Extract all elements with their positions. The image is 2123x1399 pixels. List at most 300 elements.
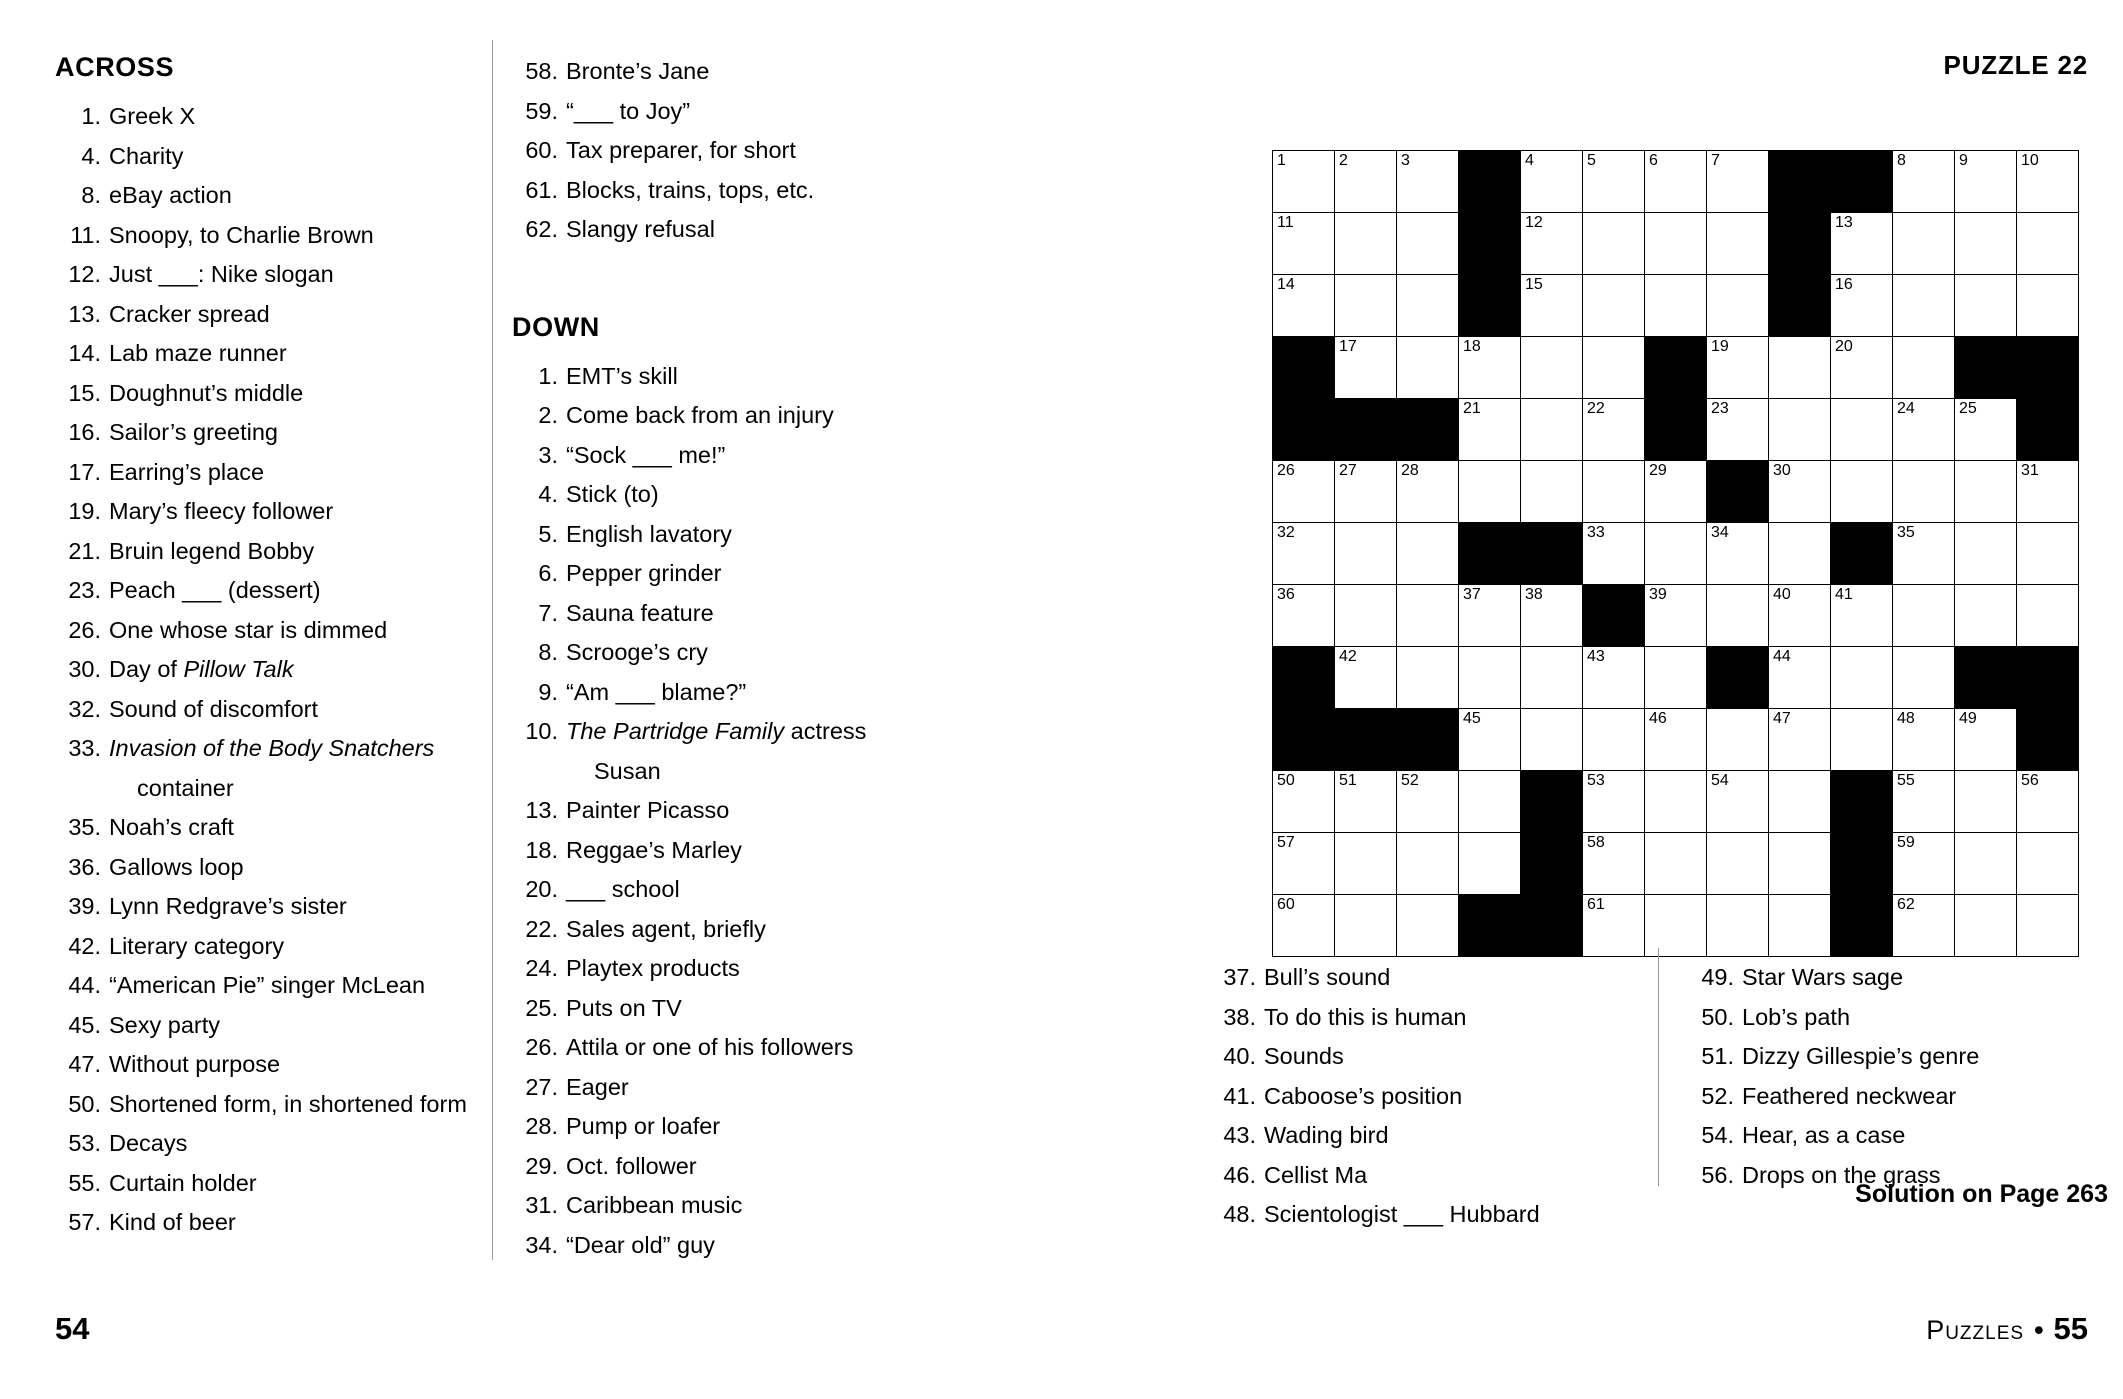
grid-cell[interactable] <box>1893 213 1955 275</box>
grid-cell[interactable] <box>1707 213 1769 275</box>
clue-text: Hear, as a case <box>1742 1122 1906 1148</box>
grid-cell[interactable] <box>1645 647 1707 709</box>
clue-item <box>55 887 475 927</box>
clue-number: 7. <box>538 599 558 626</box>
grid-cell-block <box>1459 523 1521 585</box>
grid-cell[interactable] <box>1707 151 1769 213</box>
grid-cell[interactable] <box>1459 399 1521 461</box>
clue-text: Come back from an injury <box>566 402 834 428</box>
grid-cell[interactable] <box>1707 337 1769 399</box>
grid-cell[interactable] <box>1707 399 1769 461</box>
clue-number: 54. <box>1701 1122 1734 1148</box>
grid-cell-number: 56 <box>2021 772 2039 789</box>
grid-cell[interactable] <box>1459 833 1521 895</box>
grid-cell-block <box>1459 275 1521 337</box>
clue-item <box>55 611 475 651</box>
grid-cell[interactable] <box>1707 895 1769 957</box>
clue-item <box>55 1124 475 1164</box>
grid-cell[interactable] <box>1955 895 2017 957</box>
clue-item <box>512 171 932 211</box>
grid-cell[interactable] <box>1769 461 1831 523</box>
grid-cell[interactable] <box>2017 151 2079 213</box>
grid-row <box>1273 709 2079 771</box>
grid-cell[interactable] <box>1707 523 1769 585</box>
grid-cell[interactable] <box>1273 461 1335 523</box>
grid-cell[interactable] <box>1459 461 1521 523</box>
grid-cell-number: 22 <box>1587 400 1605 417</box>
grid-cell-number: 20 <box>1835 338 1853 355</box>
grid-cell-number: 46 <box>1649 710 1667 727</box>
grid-cell[interactable] <box>1769 523 1831 585</box>
grid-cell[interactable] <box>2017 461 2079 523</box>
grid-cell[interactable] <box>1769 771 1831 833</box>
clue-number: 51. <box>1701 1043 1734 1069</box>
grid-cell-block <box>1273 399 1335 461</box>
grid-cell[interactable] <box>1769 399 1831 461</box>
clue-item <box>55 848 475 888</box>
clue-number: 46. <box>1223 1161 1256 1188</box>
clue-number: 20. <box>525 876 558 902</box>
grid-cell-number: 62 <box>1897 896 1915 913</box>
clue-number: 8. <box>81 182 101 208</box>
clue-text: “Dear old” guy <box>566 1231 715 1258</box>
grid-cell[interactable] <box>2017 585 2079 647</box>
clue-number: 13. <box>525 797 558 823</box>
grid-cell[interactable] <box>1335 213 1397 275</box>
clue-item <box>55 295 475 335</box>
clue-item <box>512 1226 932 1266</box>
clue-text: Sexy party <box>109 1011 221 1038</box>
clue-text: English lavatory <box>566 520 732 547</box>
grid-cell[interactable] <box>1273 213 1335 275</box>
grid-cell[interactable] <box>1521 461 1583 523</box>
clue-item <box>55 650 475 690</box>
clue-text: Drops on the grass <box>1742 1161 1941 1188</box>
grid-cell[interactable] <box>1955 399 2017 461</box>
grid-cell-block <box>1459 895 1521 957</box>
clue-text: “Sock ___ me!” <box>566 441 726 468</box>
grid-cell[interactable] <box>1335 833 1397 895</box>
grid-cell[interactable] <box>2017 771 2079 833</box>
grid-cell[interactable] <box>1955 151 2017 213</box>
clue-number: 53. <box>68 1130 101 1156</box>
grid-cell-block <box>2017 399 2079 461</box>
clue-number: 36. <box>68 853 101 880</box>
clue-item <box>512 594 932 634</box>
grid-cell[interactable] <box>1335 523 1397 585</box>
grid-cell[interactable] <box>1273 895 1335 957</box>
grid-cell[interactable] <box>1893 647 1955 709</box>
clue-item <box>512 131 932 171</box>
clue-text: Caboose’s position <box>1264 1082 1463 1109</box>
grid-cell[interactable] <box>1893 275 1955 337</box>
grid-cell[interactable] <box>1335 275 1397 337</box>
grid-cell[interactable] <box>1273 151 1335 213</box>
clue-text: Slangy refusal <box>566 216 715 242</box>
clue-number: 43. <box>1223 1122 1256 1148</box>
grid-cell[interactable] <box>1397 647 1459 709</box>
grid-cell[interactable] <box>1893 523 1955 585</box>
clue-text: Sailor’s greeting <box>109 419 278 445</box>
clue-item <box>1688 998 2108 1038</box>
grid-cell[interactable] <box>1521 647 1583 709</box>
grid-cell-number: 32 <box>1277 524 1295 541</box>
clue-item <box>55 453 475 493</box>
clue-text: Bruin legend Bobby <box>109 537 315 564</box>
grid-cell[interactable] <box>1521 709 1583 771</box>
grid-cell[interactable] <box>1273 833 1335 895</box>
clue-number: 30. <box>68 656 101 682</box>
grid-cell[interactable] <box>1273 523 1335 585</box>
clue-item <box>55 808 475 848</box>
grid-cell-number: 55 <box>1897 772 1915 789</box>
clue-text: Curtain holder <box>109 1169 257 1196</box>
grid-cell[interactable] <box>2017 523 2079 585</box>
grid-cell[interactable] <box>1893 585 1955 647</box>
grid-cell-number: 43 <box>1587 648 1605 665</box>
clue-item <box>1688 1116 2108 1156</box>
grid-cell-number: 38 <box>1525 586 1543 603</box>
clue-item <box>512 791 932 831</box>
clue-text: Invasion of the Body Snatchers container <box>109 735 435 801</box>
grid-cell-number: 19 <box>1711 338 1729 355</box>
clue-number: 48. <box>1223 1201 1256 1227</box>
right-page <box>1060 0 2123 1399</box>
grid-cell[interactable] <box>1893 461 1955 523</box>
clue-number: 39. <box>68 893 101 919</box>
clue-item <box>512 210 932 250</box>
clue-item <box>55 571 475 611</box>
clue-text: “American Pie” singer McLean <box>109 972 426 998</box>
grid-cell[interactable] <box>1459 709 1521 771</box>
page-number-right: 55 <box>2053 1311 2088 1346</box>
grid-cell-number: 59 <box>1897 834 1915 851</box>
grid-cell[interactable] <box>1955 709 2017 771</box>
grid-cell[interactable] <box>1831 647 1893 709</box>
grid-cell-block <box>1397 709 1459 771</box>
grid-cell[interactable] <box>1583 771 1645 833</box>
clue-text: Doughnut’s middle <box>109 379 304 406</box>
grid-cell[interactable] <box>1583 399 1645 461</box>
clue-number: 57. <box>68 1209 101 1235</box>
clue-item <box>512 52 932 92</box>
clue-text: Tax preparer, for short <box>566 137 796 163</box>
grid-row <box>1273 771 2079 833</box>
clue-text: Charity <box>109 142 184 169</box>
grid-cell[interactable] <box>1707 709 1769 771</box>
clue-number: 15. <box>68 379 101 406</box>
grid-cell[interactable] <box>1397 461 1459 523</box>
clue-text: Cellist Ma <box>1264 1161 1368 1188</box>
clue-text: Pump or loafer <box>566 1113 721 1139</box>
clue-number: 55. <box>68 1169 101 1196</box>
page-number-left: 54 <box>55 1311 90 1346</box>
grid-cell[interactable] <box>1769 585 1831 647</box>
clue-number: 44. <box>68 972 101 998</box>
footer-label: Puzzles <box>1926 1315 2025 1345</box>
grid-cell[interactable] <box>1955 213 2017 275</box>
clue-number: 50. <box>68 1090 101 1117</box>
grid-cell[interactable] <box>2017 213 2079 275</box>
clue-number: 11. <box>70 221 101 248</box>
grid-cell-number: 49 <box>1959 710 1977 727</box>
clue-item <box>55 1164 475 1204</box>
grid-cell[interactable] <box>1397 895 1459 957</box>
grid-cell-number: 41 <box>1835 586 1853 603</box>
grid-cell[interactable] <box>1583 895 1645 957</box>
grid-cell[interactable] <box>1831 337 1893 399</box>
down-clue-list <box>512 357 932 1266</box>
grid-cell-number: 47 <box>1773 710 1791 727</box>
clue-item <box>1210 998 1640 1038</box>
grid-cell[interactable] <box>1583 523 1645 585</box>
clue-item <box>55 176 475 216</box>
grid-cell[interactable] <box>1397 337 1459 399</box>
grid-cell[interactable] <box>2017 275 2079 337</box>
grid-cell-block <box>1831 895 1893 957</box>
clue-number: 45. <box>68 1011 101 1038</box>
clue-number: 52. <box>1701 1082 1734 1109</box>
clue-number: 4. <box>81 142 101 169</box>
grid-cell[interactable] <box>1645 833 1707 895</box>
clue-item <box>55 729 475 808</box>
grid-cell[interactable] <box>1769 833 1831 895</box>
grid-cell[interactable] <box>1645 523 1707 585</box>
grid-cell-number: 21 <box>1463 400 1481 417</box>
grid-cell[interactable] <box>1397 833 1459 895</box>
clue-text: Shortened form, in shortened form <box>109 1090 467 1117</box>
grid-cell-number: 37 <box>1463 586 1481 603</box>
grid-cell[interactable] <box>1707 771 1769 833</box>
left-page <box>0 0 1040 1399</box>
grid-cell[interactable] <box>1521 275 1583 337</box>
clue-number: 6. <box>538 560 558 586</box>
grid-cell[interactable] <box>1955 771 2017 833</box>
grid-cell-number: 40 <box>1773 586 1791 603</box>
grid-cell[interactable] <box>1459 771 1521 833</box>
clue-item <box>512 989 932 1029</box>
grid-cell[interactable] <box>1521 399 1583 461</box>
grid-cell[interactable] <box>1955 833 2017 895</box>
clue-text: “Am ___ blame?” <box>566 678 747 705</box>
clue-text: The Partridge Family actress Susan <box>566 718 867 784</box>
grid-cell[interactable] <box>1583 213 1645 275</box>
grid-cell-block <box>1273 337 1335 399</box>
clue-text: Bull’s sound <box>1264 964 1391 990</box>
grid-cell[interactable] <box>1459 337 1521 399</box>
grid-cell[interactable] <box>1335 771 1397 833</box>
clue-text: “___ to Joy” <box>566 97 691 124</box>
grid-cell[interactable] <box>1459 585 1521 647</box>
clue-item <box>1210 958 1640 998</box>
clue-text: Attila or one of his followers <box>566 1034 854 1060</box>
grid-cell[interactable] <box>1831 213 1893 275</box>
grid-cell[interactable] <box>1831 585 1893 647</box>
grid-cell-block <box>1769 151 1831 213</box>
grid-cell[interactable] <box>1335 647 1397 709</box>
grid-cell[interactable] <box>1397 151 1459 213</box>
clue-number: 5. <box>538 520 558 547</box>
grid-cell[interactable] <box>1893 399 1955 461</box>
grid-cell-number: 10 <box>2021 152 2039 169</box>
grid-cell[interactable] <box>1397 523 1459 585</box>
grid-cell[interactable] <box>1335 585 1397 647</box>
grid-cell[interactable] <box>1645 461 1707 523</box>
grid-cell-block <box>1335 709 1397 771</box>
clue-number: 27. <box>525 1073 558 1100</box>
grid-cell[interactable] <box>1893 709 1955 771</box>
grid-cell[interactable] <box>1645 709 1707 771</box>
grid-cell[interactable] <box>1335 895 1397 957</box>
clue-number: 49. <box>1701 964 1734 990</box>
grid-cell[interactable] <box>1583 275 1645 337</box>
grid-cell[interactable] <box>1831 399 1893 461</box>
grid-cell[interactable] <box>1645 585 1707 647</box>
clue-number: 22. <box>525 915 558 942</box>
grid-cell[interactable] <box>1273 771 1335 833</box>
grid-cell[interactable] <box>1893 151 1955 213</box>
grid-cell-block <box>1521 523 1583 585</box>
grid-cell[interactable] <box>1769 647 1831 709</box>
across-clues-column <box>55 52 475 1243</box>
grid-cell[interactable] <box>1893 337 1955 399</box>
grid-cell[interactable] <box>2017 833 2079 895</box>
clue-number: 23. <box>68 577 101 603</box>
grid-cell[interactable] <box>1397 771 1459 833</box>
clue-text: Without purpose <box>109 1051 281 1077</box>
clue-number: 17. <box>68 458 101 485</box>
grid-cell-number: 54 <box>1711 772 1729 789</box>
grid-cell[interactable] <box>1273 585 1335 647</box>
clue-number: 56. <box>1701 1161 1734 1188</box>
clue-text: Gallows loop <box>109 853 244 880</box>
grid-cell[interactable] <box>1769 895 1831 957</box>
grid-cell-number: 17 <box>1339 338 1357 355</box>
grid-cell[interactable] <box>1583 461 1645 523</box>
clue-item <box>55 966 475 1006</box>
grid-cell[interactable] <box>1893 833 1955 895</box>
clue-item <box>55 413 475 453</box>
clue-text: Feathered neckwear <box>1742 1082 1957 1109</box>
grid-cell-number: 52 <box>1401 772 1419 789</box>
grid-cell-number: 58 <box>1587 834 1605 851</box>
grid-cell[interactable] <box>1955 461 2017 523</box>
grid-cell-number: 44 <box>1773 648 1791 665</box>
clue-item <box>1210 1037 1640 1077</box>
grid-cell[interactable] <box>1769 337 1831 399</box>
grid-cell[interactable] <box>1521 585 1583 647</box>
grid-cell[interactable] <box>1397 585 1459 647</box>
grid-cell[interactable] <box>1707 585 1769 647</box>
grid-row <box>1273 647 2079 709</box>
clue-number: 26. <box>525 1034 558 1060</box>
clue-number: 10. <box>525 718 558 744</box>
clue-text: To do this is human <box>1264 1003 1467 1030</box>
grid-cell[interactable] <box>1335 461 1397 523</box>
clue-item <box>1210 1077 1640 1117</box>
grid-cell[interactable] <box>1521 151 1583 213</box>
grid-cell[interactable] <box>1583 647 1645 709</box>
clue-text: Scrooge’s cry <box>566 639 708 665</box>
grid-cell[interactable] <box>1707 833 1769 895</box>
clue-number: 14. <box>68 340 101 366</box>
bottom-column-divider <box>1658 948 1659 1186</box>
clue-number: 31. <box>525 1192 558 1218</box>
grid-cell-block <box>2017 647 2079 709</box>
grid-cell[interactable] <box>1645 151 1707 213</box>
grid-cell[interactable] <box>1583 833 1645 895</box>
clue-text: Scientologist ___ Hubbard <box>1264 1201 1540 1227</box>
grid-cell[interactable] <box>2017 895 2079 957</box>
clue-item <box>55 137 475 177</box>
grid-cell-block <box>1831 771 1893 833</box>
grid-cell[interactable] <box>1645 771 1707 833</box>
grid-cell[interactable] <box>1893 895 1955 957</box>
grid-cell-number: 15 <box>1525 276 1543 293</box>
grid-cell[interactable] <box>1831 461 1893 523</box>
clue-number: 3. <box>538 441 558 468</box>
clue-text: Snoopy, to Charlie Brown <box>109 221 374 248</box>
grid-row <box>1273 151 2079 213</box>
grid-cell[interactable] <box>1955 523 2017 585</box>
clue-number: 42. <box>68 932 101 959</box>
grid-cell[interactable] <box>1955 275 2017 337</box>
grid-cell[interactable] <box>1769 709 1831 771</box>
grid-cell[interactable] <box>1831 709 1893 771</box>
grid-cell-block <box>1335 399 1397 461</box>
clue-number: 47. <box>68 1051 101 1077</box>
grid-cell[interactable] <box>1645 895 1707 957</box>
grid-cell[interactable] <box>1583 709 1645 771</box>
grid-cell[interactable] <box>1645 275 1707 337</box>
clue-text: Blocks, trains, tops, etc. <box>566 176 815 203</box>
clue-text: One whose star is dimmed <box>109 616 388 643</box>
grid-cell[interactable] <box>1893 771 1955 833</box>
grid-cell[interactable] <box>1335 151 1397 213</box>
clue-text: Greek X <box>109 103 196 129</box>
grid-cell[interactable] <box>1955 585 2017 647</box>
grid-cell[interactable] <box>1583 151 1645 213</box>
grid-cell-number: 30 <box>1773 462 1791 479</box>
grid-cell[interactable] <box>1521 337 1583 399</box>
grid-cell[interactable] <box>1335 337 1397 399</box>
grid-cell-number: 1 <box>1277 152 1286 169</box>
grid-cell[interactable] <box>1397 213 1459 275</box>
crossword-grid[interactable] <box>1272 150 2079 957</box>
grid-cell-block <box>1707 647 1769 709</box>
clue-text: Earring’s place <box>109 458 265 485</box>
grid-cell[interactable] <box>1459 647 1521 709</box>
grid-cell-number: 8 <box>1897 152 1906 169</box>
grid-cell[interactable] <box>1583 337 1645 399</box>
clue-item <box>512 1028 932 1068</box>
grid-cell[interactable] <box>1831 275 1893 337</box>
grid-cell[interactable] <box>1707 275 1769 337</box>
clue-number: 33. <box>68 735 101 761</box>
clue-text: Sounds <box>1264 1043 1344 1069</box>
grid-cell[interactable] <box>1397 275 1459 337</box>
grid-cell-number: 2 <box>1339 152 1348 169</box>
grid-cell[interactable] <box>1645 213 1707 275</box>
grid-cell-number: 25 <box>1959 400 1977 417</box>
clue-text: Mary’s fleecy follower <box>109 498 334 524</box>
grid-row <box>1273 461 2079 523</box>
grid-cell[interactable] <box>1521 213 1583 275</box>
grid-cell[interactable] <box>1273 275 1335 337</box>
clue-number: 35. <box>68 814 101 840</box>
grid-row <box>1273 337 2079 399</box>
clue-text: Reggae’s Marley <box>566 836 742 863</box>
